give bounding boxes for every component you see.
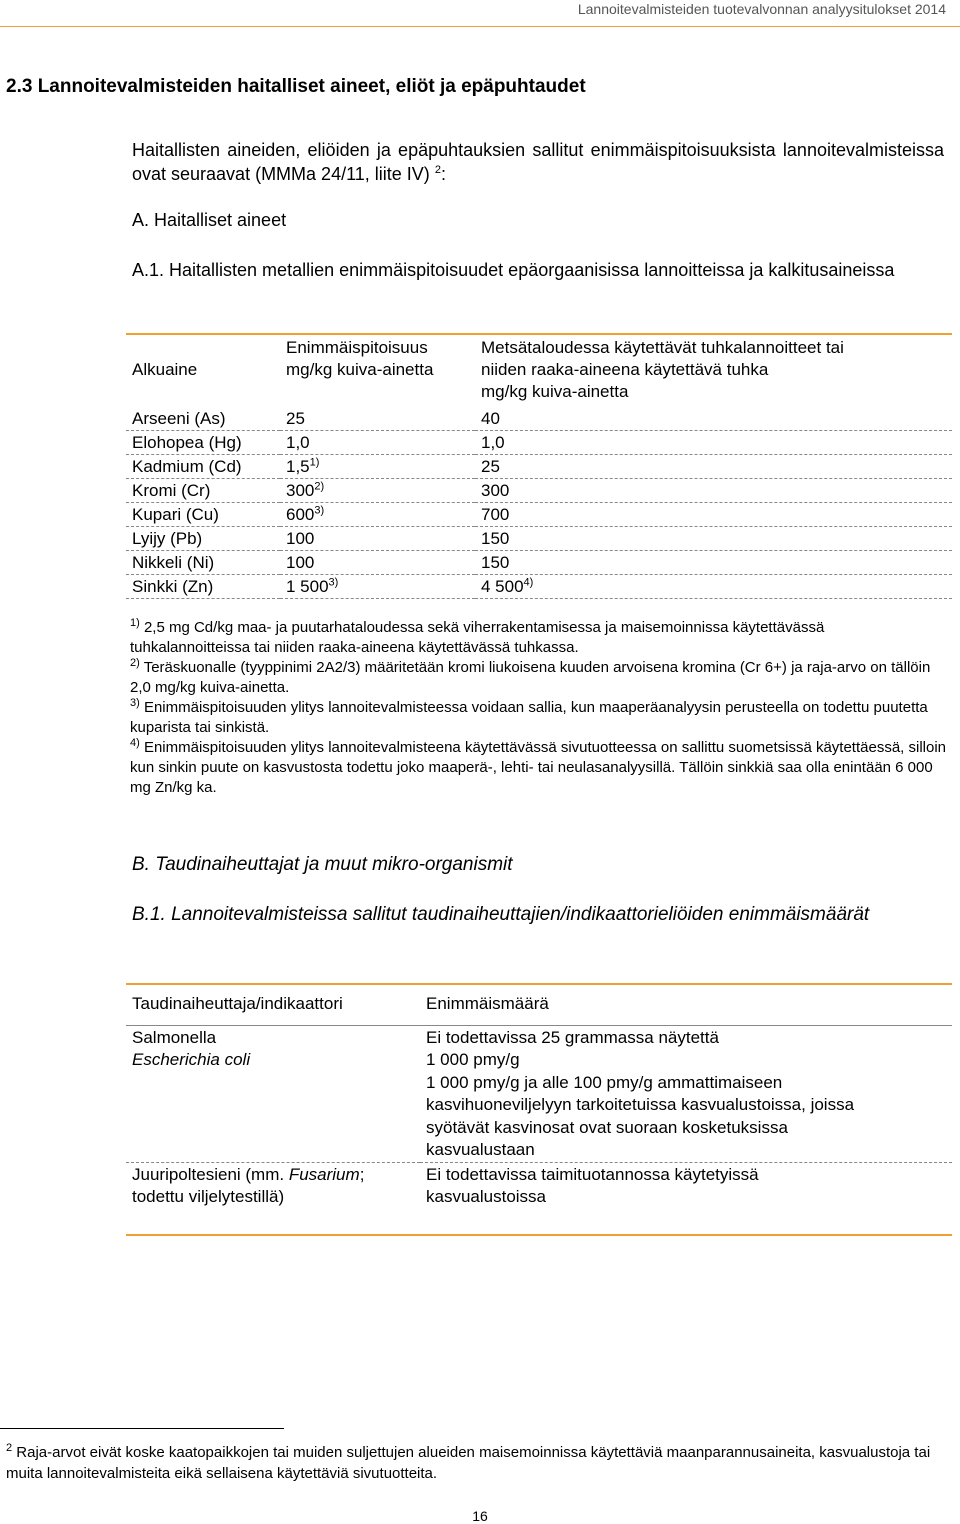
cell-fungi	[126, 1162, 420, 1221]
footnote-text: Enimmäispitoisuuden ylitys lannoitevalmisteena käytettävässä sivutuotteessa on sallittu suometsissä käytettäessä, silloin kun sinkin puute on kasvustosta todettu joko maaperä-, lehti- tai neulasanalyysillä. Tällöin sinkkiä saa olla enintään 6 000 mg Zn/kg ka.	[130, 739, 947, 796]
footnote-mark: 3)	[130, 697, 140, 709]
forest-value: 300	[481, 481, 510, 500]
intro-text: Haitallisten aineiden, eliöiden ja epäpuhtauksien sallitut enimmäispitoisuuksista lannoitevalmisteissa ovat seuraavat (MMMa 24/11, liite IV)	[132, 140, 944, 184]
cell-salmonella-limit: Ei todettavissa 25 grammassa näytettä	[426, 1027, 719, 1047]
max-value: 25	[286, 409, 305, 428]
footnote-separator	[0, 1428, 284, 1429]
table1-footnotes	[130, 618, 948, 798]
table-row	[126, 1162, 952, 1221]
max-note: 1)	[309, 456, 320, 469]
table-row	[126, 503, 952, 527]
footnote-text: Teräskuonalle (tyyppinimi 2A2/3) määritetään kromi liukoisena kuuden arvoisena kromina (Cr 6+) ja raja-arvo on tällöin 2,0 mg/kg kuiva-ainetta.	[130, 659, 931, 696]
cell-forest	[475, 575, 952, 599]
ecoli-limit-1: 1 000 pmy/g	[426, 1050, 520, 1069]
intro-end: :	[440, 164, 446, 184]
table-row	[126, 431, 952, 455]
cell-max	[280, 575, 475, 599]
cell-element: Arseeni (As)	[126, 407, 280, 431]
header-limit: Enimmäismäärä	[420, 988, 952, 1025]
cell-forest	[475, 503, 952, 527]
header-forest-line3: mg/kg kuiva-ainetta	[481, 382, 629, 401]
forest-value: 150	[481, 553, 510, 572]
ecoli-limit-2: 1 000 pmy/g ja alle 100 pmy/g ammattimaiseen kasvihuoneviljelyyn tarkoitetuissa kasvualustoissa, joissa syötävät kasvinosat ovat suoraan kosketuksissa kasvualustaan	[426, 1072, 855, 1159]
footnote-1	[130, 618, 948, 658]
fungi-name-italic: Fusarium	[288, 1164, 360, 1184]
table-row	[126, 1025, 952, 1049]
cell-element: Lyijy (Pb)	[126, 527, 280, 551]
forest-value: 700	[481, 505, 510, 524]
fungi-name-1: Juuripoltesieni (mm.	[132, 1164, 289, 1184]
table-row	[126, 455, 952, 479]
fungi-limit: Ei todettavissa taimituotannossa käytetyissä kasvualustoissa	[426, 1164, 759, 1206]
table-row	[126, 527, 952, 551]
max-value: 100	[286, 553, 315, 572]
max-note: 3)	[314, 504, 325, 517]
cell-max	[280, 479, 475, 503]
cell-max	[280, 407, 475, 431]
metals-table-header	[126, 337, 952, 407]
page-footnote	[6, 1438, 944, 1484]
table-row	[126, 407, 952, 431]
cell-max	[280, 455, 475, 479]
footnote-text: 2,5 mg Cd/kg maa- ja puutarhataloudessa sekä viherrakentamisessa ja maisemoinnissa käytettävässä tuhkalannoitteissa tai niiden raaka-aineena käytettävässä tuhkassa.	[130, 619, 825, 656]
page-footnote-mark: 2	[6, 1442, 13, 1454]
cell-max	[280, 527, 475, 551]
cell-forest	[475, 407, 952, 431]
header-max-line1: Enimmäispitoisuus	[286, 338, 428, 357]
cell-element: Sinkki (Zn)	[126, 575, 280, 599]
part-a1-subtitle: A.1. Haitallisten metallien enimmäispitoisuudet epäorgaanisissa lannoitteissa ja kalkitusaineissa	[132, 260, 895, 280]
forest-value: 4 500	[481, 577, 524, 596]
cell-max	[280, 431, 475, 455]
footnote-mark: 1)	[130, 617, 140, 629]
cell-ecoli-limit	[420, 1049, 952, 1162]
header-pathogen: Taudinaiheuttaja/indikaattori	[126, 988, 420, 1025]
forest-value: 1,0	[481, 433, 505, 452]
intro-footnote-ref[interactable]: 2	[434, 164, 441, 176]
max-note: 2)	[314, 480, 325, 493]
table-row	[126, 1049, 952, 1162]
page-number: 16	[472, 1508, 488, 1524]
header-max-line2: mg/kg kuiva-ainetta	[286, 360, 434, 379]
footnote-4	[130, 738, 948, 798]
header-rule	[0, 26, 960, 27]
footnote-text: Enimmäispitoisuuden ylitys lannoitevalmisteessa voidaan sallia, kun maaperäanalyysin perusteella on todettu puutetta kuparista tai sinkistä.	[130, 699, 928, 736]
table1-top-rule	[126, 333, 952, 335]
footnote-3	[130, 698, 948, 738]
header-forest-line1: Metsätaloudessa käytettävät tuhkalannoitteet tai	[481, 338, 844, 357]
footnote-2	[130, 658, 948, 698]
footnote-mark: 4)	[130, 737, 140, 749]
forest-value: 150	[481, 529, 510, 548]
cell-forest	[475, 431, 952, 455]
cell-element: Kromi (Cr)	[126, 479, 280, 503]
cell-fungi-limit	[420, 1162, 952, 1221]
intro-paragraph	[132, 138, 944, 186]
max-note: 3)	[328, 576, 339, 589]
header-element: Alkuaine	[132, 360, 198, 379]
forest-value: 25	[481, 457, 500, 476]
cell-max	[280, 503, 475, 527]
forest-note: 4)	[523, 576, 534, 589]
max-value: 300	[286, 481, 315, 500]
section-heading: 2.3 Lannoitevalmisteiden haitalliset aineet, eliöt ja epäpuhtaudet	[6, 76, 586, 97]
page-footnote-text: Raja-arvot eivät koske kaatopaikkojen tai muiden suljettujen alueiden maisemoinnissa käytettäviä maanparannusaineita, kasvualustoja tai muita lannoitevalmisteita eikä sellaisena käytettäviä sivutuotteita.	[6, 1444, 931, 1482]
fungi-name-2: ; todettu viljelytestillä)	[132, 1164, 365, 1206]
cell-forest	[475, 527, 952, 551]
max-value: 1 500	[286, 577, 329, 596]
cell-ecoli: Escherichia coli	[126, 1049, 420, 1162]
footnote-mark: 2)	[130, 657, 140, 669]
header-forest-line2: niiden raaka-aineena käytettävä tuhka	[481, 360, 769, 379]
part-b-title: B. Taudinaiheuttajat ja muut mikro-organismit	[132, 854, 513, 875]
table-row	[126, 575, 952, 599]
cell-forest	[475, 551, 952, 575]
cell-forest	[475, 479, 952, 503]
forest-value: 40	[481, 409, 500, 428]
pathogens-table-header	[126, 988, 952, 1025]
table2-top-rule	[126, 983, 952, 985]
cell-element: Nikkeli (Ni)	[126, 551, 280, 575]
part-a-title: A. Haitalliset aineet	[132, 210, 287, 230]
max-value: 600	[286, 505, 315, 524]
cell-element: Kadmium (Cd)	[126, 455, 280, 479]
table-row	[126, 479, 952, 503]
table2-bottom-rule	[126, 1234, 952, 1236]
table-row	[126, 551, 952, 575]
metals-table	[126, 337, 952, 599]
max-value: 100	[286, 529, 315, 548]
cell-forest	[475, 455, 952, 479]
cell-salmonella: Salmonella	[132, 1027, 217, 1047]
max-value: 1,5	[286, 457, 310, 476]
running-header: Lannoitevalmisteiden tuotevalvonnan analyysitulokset 2014	[577, 1, 946, 17]
cell-max	[280, 551, 475, 575]
cell-element: Kupari (Cu)	[126, 503, 280, 527]
cell-element: Elohopea (Hg)	[126, 431, 280, 455]
pathogens-table	[126, 988, 952, 1221]
header-forest	[475, 337, 952, 407]
part-b1-subtitle: B.1. Lannoitevalmisteissa sallitut taudinaiheuttajien/indikaattorieliöiden enimmäismäärät	[132, 904, 870, 925]
max-value: 1,0	[286, 433, 310, 452]
header-max	[280, 337, 475, 407]
